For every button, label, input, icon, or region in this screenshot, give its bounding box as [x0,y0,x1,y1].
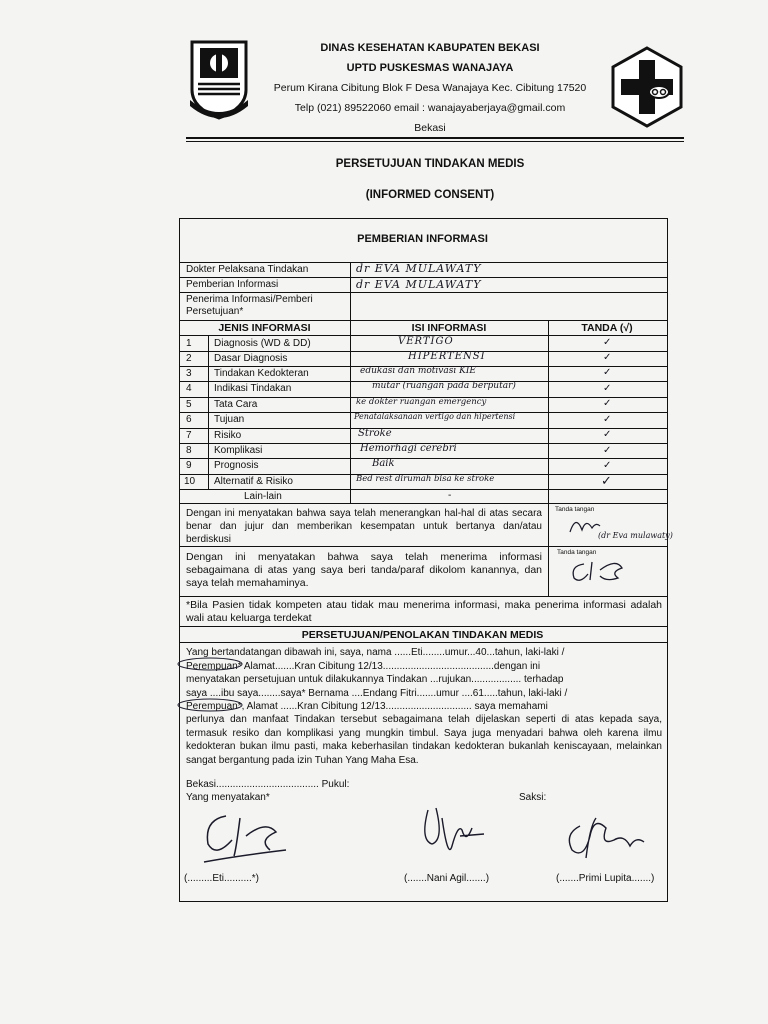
doctor-label: Dokter Pelaksana Tindakan [186,264,309,275]
letterhead-rule-thin [186,141,684,142]
check-mark: ✓ [603,429,612,440]
doctor-statement: Dengan ini menyatakan bahwa saya telah menerangkan hal-hal di atas secara benar dan jujur dan memberikan kesempatan untuk bertanya dan/atau berdiskusi [186,508,542,545]
letterhead-text [250,38,610,138]
puskesmas-logo [609,46,685,128]
circled-choice-mark [176,697,246,713]
clinic-city: Bekasi [414,122,446,134]
section-title-information: PEMBERIAN INFORMASI [357,233,488,245]
signature-caption-doctor: Tanda tangan [555,506,595,513]
header-tanda: TANDA (√) [581,322,633,334]
receiver-label-cont: Persetujuan* [186,306,244,317]
check-mark: ✓ [603,460,612,471]
informer-label: Pemberian Informasi [186,279,279,290]
guardian-note: *Bila Pasien tidak kompeten atau tidak mau menerima informasi, maka penerima informasi adalah wali atau keluarga terdekat [186,599,662,624]
patient-initial [566,556,636,586]
witness-label: Saksi: [519,792,547,803]
section-title-consent: PERSETUJUAN/PENOLAKAN TINDAKAN MEDIS [301,629,544,641]
check-mark: ✓ [603,337,612,348]
other-value: - [448,490,452,501]
consent-paragraph: perlunya dan manfaat Tindakan tersebut sebagaimana telah dijelaskan seperti di atas kepada saya, termasuk resiko dan komplikasi yang mungkin timbul. Saya juga menyadari bahwa oleh karena ilmu kedokteran bukan ilmu pasti, maka keberhasilan tindakan kedokteran bukanlah keniscayaan, melainkan sangat bergantung pada izin Tuhan Yang Maha Esa. [186,714,662,766]
form-title: PERSETUJUAN TINDAKAN MEDIS [335,158,525,170]
informer-value: dr EVA MULAWATY [356,278,482,291]
clinic-name: UPTD PUSKESMAS WANAJAYA [346,62,514,74]
agency-name: DINAS KESEHATAN KABUPATEN BEKASI [320,42,540,54]
patient-statement: Dengan ini menyatakan bahwa saya telah menerima informasi sebagaimana di atas yang saya beri tanda/paraf dikolom kanannya, dan saya telah memahaminya. [186,551,542,589]
consent-declaration: Yang bertandatangan dibawah ini, saya, nama ......Eti........umur...40...tahun, laki-laki / Perempuan* Alamat.......Kran Cibitung 12/13........................................dengan ini menyatakan persetujuan untuk dilakukannya Tindakan ...rujukan.................. terhadap saya ....ibu saya........saya* Bernama ....Endang Fitri.......umur ....61.....tahun, laki-laki / Perempuan*, Alamat ......Kran Cibitung 12/13............................... saya memahami [186,647,568,712]
doctor-sign-name: (dr Eva mulawaty) [598,531,673,540]
doctor-value: dr EVA MULAWATY [356,262,482,275]
clinic-contact: Telp (021) 89522060 email : wanajayaberjaya@gmail.com [294,102,566,114]
other-label: Lain-lain [244,491,282,502]
check-mark: ✓ [603,414,612,425]
receiver-label: Penerima Informasi/Pemberi [186,294,313,305]
check-mark: ✓ [603,352,612,363]
witness-2-signature [560,806,654,872]
witness-1-signature [414,800,494,870]
declarant-label: Yang menyatakan* [186,792,270,803]
check-mark: ✓ [603,398,612,409]
bekasi-regency-logo [186,38,252,122]
check-mark: ✓ [603,445,612,456]
witness-1-name: (.......Nani Agil.......) [404,873,490,884]
form-subtitle: (INFORMED CONSENT) [365,189,495,201]
declarant-signature [196,806,296,866]
circled-choice-mark [176,656,246,672]
signature-caption-patient: Tanda tangan [557,549,597,556]
consent-form-page: DINAS KESEHATAN KABUPATEN BEKASI UPTD PUSKESMAS WANAJAYA Perum Kirana Cibitung Blok F Desa Wanajaya Kec. Cibitung 17520 Telp (021) 89522060 email : wanajayaberjaya@gmail.com Bekasi PERSETUJUAN TINDAKAN MEDIS (INFORMED CONSENT) PEMBERIAN INFORMASI Dokter Pelaksana Tindakan dr EVA MULAWATY Pemberian Informasi dr EVA MULAWATY Penerima Informasi/Pemberi Persetujuan* JENIS INFORMASI ISI INFORMASI TANDA (√) 1 Diagnosis (WD & DD) VERTIGO ✓ 2 Dasar Diagnosis HIPERTENSI ✓ 3 Tindakan Kedokteran edukasi dan motivasi KIE ✓ 4 Indikasi Tindakan mutar (ruangan pada berputar) ✓ 5 Tata Cara ke dokter ruangan emergency ✓ 6 Tujuan Penatalaksanaan vertigo dan hipertensi ✓ 7 Risiko Stroke ✓ 8 Komplikasi Hemorhagi cerebri ✓ 9 Prognosis Baik ✓ 10 Alternatif & Risiko Bed rest dirumah bisa ke stroke ✓ Lain-lain - Dengan ini menyatakan bahwa saya telah menerangkan hal-hal di atas secara benar dan jujur dan memberikan kesempatan untuk bertanya dan/atau berdiskusi Tanda tangan (dr Eva mulawaty) Dengan ini menyatakan bahwa saya telah menerima informasi sebagaimana di atas yang saya beri tanda/paraf dikolom kanannya, dan saya telah memahaminya. Tanda tangan *Bila Pasien tidak kompeten atau tidak mau menerima informasi, maka penerima informasi adalah wali atau keluarga terdekat PERSETUJUAN/PENOLAKAN TINDAKAN MEDIS Yang bertandatangan dibawah ini, saya, nama ......Eti........umur...40...tahun, laki-laki / Perempuan* Alamat.......Kran Cibitung 12/13........................................dengan ini menyatakan persetujuan untuk dilakukannya Tindakan ...rujukan.................. terhadap saya ....ibu saya........saya* Bernama ....Endang Fitri.......umur ....61.....tahun, laki-laki / Perempuan*, Alamat ......Kran Cibitung 12/13............................... saya memahami perlunya dan manfaat Tindakan tersebut sebagaimana telah dijelaskan seperti di atas kepada saya, termasuk resiko dan komplikasi yang mungkin timbul. Saya juga menyadari bahwa oleh karena ilmu kedokteran bukan ilmu pasti, maka keberhasilan tindakan kedokteran bukanlah keniscayaan, melainkan sangat bergantung pada izin Tuhan Yang Maha Esa. Bekasi..................................... Pukul: Yang menyatakan* Saksi: (.........Eti..........*) (.......Nani Agil.......) (.......Primi Lupita.......) [0,0,768,1024]
letterhead-rule [186,137,684,139]
check-mark: ✓ [601,474,612,489]
header-jenis: JENIS INFORMASI [218,322,311,334]
header-isi: ISI INFORMASI [411,322,487,334]
witness-2-name: (.......Primi Lupita.......) [556,873,655,884]
clinic-address: Perum Kirana Cibitung Blok F Desa Wanajaya Kec. Cibitung 17520 [273,82,587,94]
place-and-time: Bekasi..................................... Pukul: [186,779,350,790]
check-mark: ✓ [603,367,612,378]
check-mark: ✓ [603,383,612,394]
declarant-name: (.........Eti..........*) [184,873,260,884]
